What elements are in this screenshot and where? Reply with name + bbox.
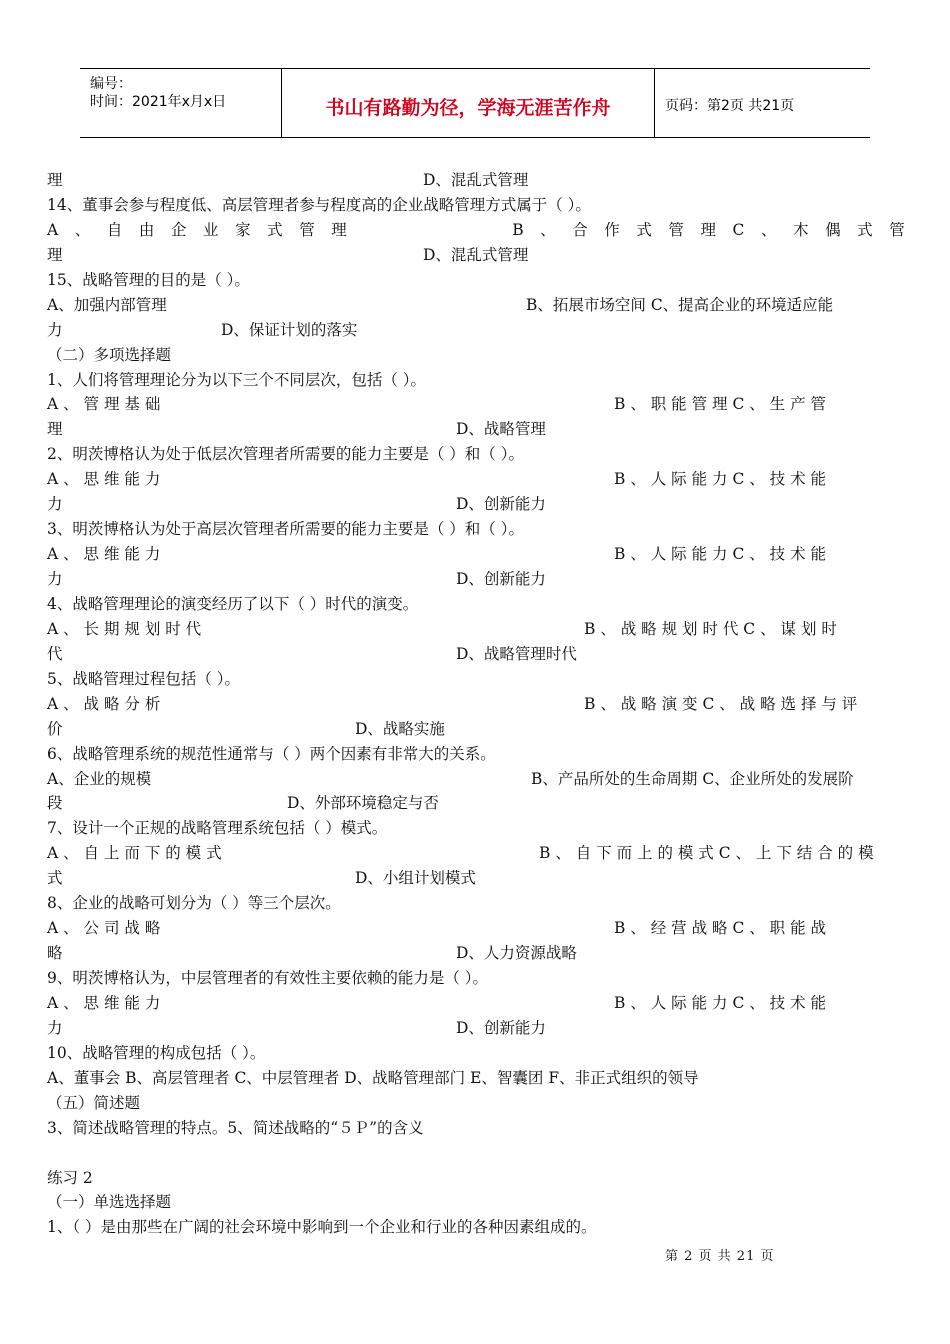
text-fragment: A 、 长 期 规 划 时 代 — [47, 619, 202, 638]
text-line — [47, 542, 905, 567]
text-fragment: 木 — [793, 220, 809, 239]
text-line — [47, 1141, 905, 1166]
text-fragment: B 、 人 际 能 力 C 、 技 术 能 — [614, 545, 827, 564]
text-line — [47, 767, 905, 792]
text-fragment: A 、 思 维 能 力 — [47, 993, 161, 1012]
text-line: 7、设计一个正规的战略管理系统包括（ ）模式。 — [47, 819, 388, 838]
text-fragment: 理 — [47, 420, 63, 439]
text-fragment: 、 — [760, 220, 777, 239]
text-line — [47, 841, 905, 866]
text-fragment: A 、 公 司 战 略 — [47, 919, 161, 938]
text-fragment: C — [732, 220, 745, 239]
text-line: （二）多项选择题 — [47, 345, 172, 364]
text-fragment: A 、 思 维 能 力 — [47, 545, 161, 564]
text-line — [47, 692, 905, 717]
text-fragment: B 、 人 际 能 力 C 、 技 术 能 — [614, 470, 827, 489]
text-fragment: D、创新能力 — [456, 570, 546, 588]
text-fragment: 理 — [700, 220, 716, 239]
text-fragment: 代 — [47, 644, 63, 663]
text-fragment: B — [512, 220, 524, 239]
text-fragment: 合 — [572, 220, 588, 239]
text-fragment: B、拓展市场空间 C、提高企业的环境适应能 — [526, 295, 834, 314]
text-line — [47, 941, 905, 966]
text-fragment: D、创新能力 — [456, 1018, 546, 1037]
text-fragment: A 、 思 维 能 力 — [47, 470, 161, 489]
text-line: 5、战略管理过程包括（ ）。 — [47, 669, 241, 688]
text-fragment: D、战略管理 — [456, 420, 546, 439]
text-fragment: D、混乱式管理 — [423, 171, 529, 189]
text-fragment: B 、 职 能 管 理 C 、 生 产 管 — [614, 395, 827, 414]
text-line — [47, 717, 905, 742]
document-body — [47, 168, 905, 1240]
text-fragment: A、加强内部管理 — [47, 295, 167, 314]
text-fragment: 式 — [267, 220, 283, 239]
text-line: 14、董事会参与程度低、高层管理者参与程度高的企业战略管理方式属于（ ）。 — [47, 195, 591, 214]
text-line: 15、战略管理的目的是（ ）。 — [47, 270, 250, 289]
text-fragment: 管 — [668, 220, 684, 239]
text-fragment: 式 — [47, 869, 63, 888]
text-fragment: B 、 自 下 而 上 的 模 式 C 、 上 下 结 合 的 模 — [539, 844, 874, 863]
text-fragment: 、 — [74, 220, 91, 239]
text-fragment: 式 — [636, 220, 652, 239]
text-fragment: 略 — [47, 944, 63, 963]
number-label: 编号： — [90, 76, 132, 92]
text-fragment: B 、 战 略 规 划 时 代 C 、 谋 划 时 — [584, 619, 837, 638]
text-fragment: D、小组计划模式 — [355, 869, 476, 888]
text-line: 练习 2 — [47, 1168, 93, 1187]
text-fragment: A 、 战 略 分 析 — [47, 694, 161, 713]
page-footer: 第 2 页 共 21 页 — [665, 1249, 775, 1264]
text-line — [47, 567, 905, 592]
text-fragment: 家 — [235, 220, 251, 239]
text-fragment: 自 — [106, 220, 123, 239]
text-line — [47, 1016, 905, 1041]
text-fragment: 理 — [47, 245, 63, 264]
text-line — [47, 218, 905, 243]
text-fragment: 管 — [299, 220, 315, 239]
text-line: 2、明茨博格认为处于低层次管理者所需要的能力主要是（ ）和（ ）。 — [47, 445, 524, 464]
text-fragment: 理 — [331, 220, 347, 239]
text-fragment: 理 — [47, 171, 63, 189]
text-fragment: D、战略管理时代 — [456, 644, 577, 663]
text-fragment: 力 — [47, 570, 63, 588]
text-fragment: 企 — [170, 220, 187, 239]
text-fragment: B、产品所处的生命周期 C、企业所处的发展阶 — [531, 769, 854, 788]
text-fragment: D、混乱式管理 — [423, 245, 529, 264]
text-line — [47, 791, 905, 816]
text-fragment: 业 — [203, 220, 219, 239]
text-fragment: B 、 经 营 战 略 C 、 职 能 战 — [614, 919, 827, 938]
text-fragment: A、企业的规模 — [47, 769, 152, 788]
text-line: 3、明茨博格认为处于高层次管理者所需要的能力主要是（ ）和（ ）。 — [47, 520, 524, 539]
text-fragment: 式 — [857, 220, 873, 239]
text-line — [47, 392, 905, 417]
text-line: 1、（ ）是由那些在广阔的社会环境中影响到一个企业和行业的各种因素组成的。 — [47, 1218, 597, 1237]
text-fragment: A 、 自 上 而 下 的 模 式 — [47, 844, 222, 863]
text-line — [47, 417, 905, 442]
text-line: 8、企业的战略可划分为（ ）等三个层次。 — [47, 894, 341, 913]
text-line: 6、战略管理系统的规范性通常与（ ）两个因素有非常大的关系。 — [47, 744, 496, 763]
text-line: 10、战略管理的构成包括（ ）。 — [47, 1043, 266, 1062]
text-fragment: 、 — [540, 220, 556, 239]
text-fragment: B 、 战 略 演 变 C 、 战 略 选 择 与 评 — [584, 694, 858, 713]
text-fragment: A 、 管 理 基 础 — [47, 395, 161, 414]
text-line: 1、人们将管理理论分为以下三个不同层次，包括（ ）。 — [47, 370, 427, 389]
header-motto-cell — [281, 69, 655, 137]
text-fragment: D、创新能力 — [456, 495, 546, 514]
text-line: A、董事会 B、高层管理者 C、中层管理者 D、战略管理部门 E、智囊团 F、非正式组织的领导 — [47, 1068, 699, 1087]
text-fragment: 价 — [47, 719, 63, 738]
text-fragment: B 、 人 际 能 力 C 、 技 术 能 — [614, 993, 827, 1012]
text-line: 4、战略管理理论的演变经历了以下（ ）时代的演变。 — [47, 594, 419, 613]
text-line — [47, 916, 905, 941]
text-fragment: D、人力资源战略 — [456, 944, 577, 963]
text-line — [47, 642, 905, 667]
text-fragment: 偶 — [825, 220, 841, 239]
text-line — [47, 991, 905, 1016]
text-fragment: A — [47, 220, 59, 239]
text-fragment: D、外部环境稳定与否 — [287, 794, 439, 813]
text-fragment: 段 — [47, 794, 63, 813]
text-line — [47, 467, 905, 492]
text-fragment: 由 — [138, 220, 155, 239]
text-line — [47, 168, 905, 193]
text-line: 3、简述战略管理的特点。5、简述战略的“５Ｐ”的含义 — [47, 1118, 424, 1137]
date-label: 时间：2021年x月x日 — [90, 94, 227, 110]
text-fragment: 力 — [47, 320, 63, 339]
document-header — [80, 68, 870, 138]
text-line — [47, 617, 905, 642]
text-line — [47, 243, 905, 268]
header-meta-cell — [80, 69, 280, 137]
text-fragment: D、战略实施 — [355, 719, 445, 738]
page-counter: 页码：第2页 共21页 — [665, 98, 795, 114]
header-page-cell — [655, 69, 870, 137]
text-fragment: 力 — [47, 495, 63, 514]
text-line: 9、明茨博格认为，中层管理者的有效性主要依赖的能力是（ ）。 — [47, 969, 489, 987]
text-fragment: 管 — [889, 220, 905, 239]
text-line — [47, 866, 905, 891]
motto: 书山有路勤为径，学海无涯苦作舟 — [325, 97, 611, 119]
text-line: （一）单选选择题 — [47, 1193, 172, 1212]
text-line — [47, 318, 905, 343]
text-line — [47, 492, 905, 517]
text-line: （五）简述题 — [47, 1093, 141, 1112]
text-line — [47, 293, 905, 318]
text-fragment: 作 — [604, 220, 620, 239]
text-fragment: D、保证计划的落实 — [221, 320, 358, 339]
text-fragment: 力 — [47, 1018, 63, 1037]
